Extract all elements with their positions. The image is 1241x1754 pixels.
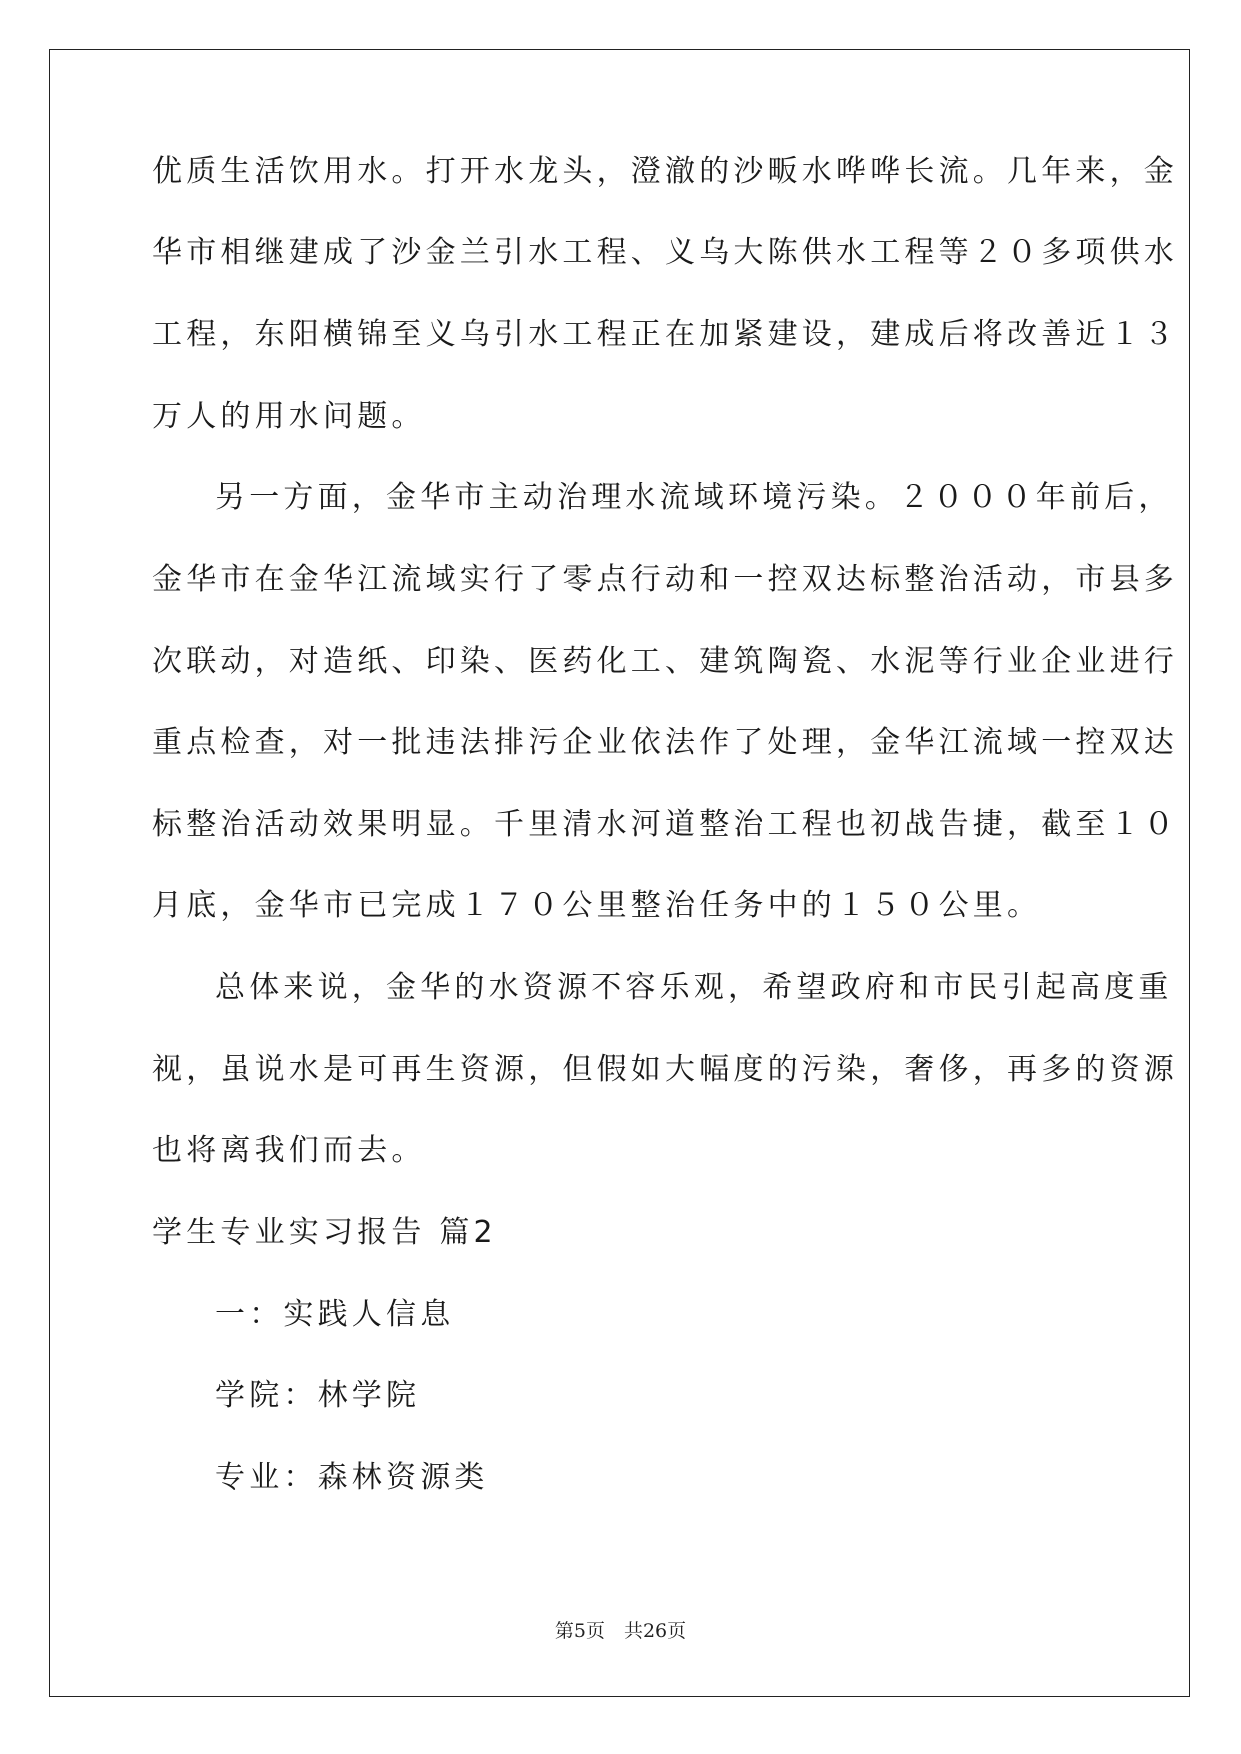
paragraph-line: 另一方面，金华市主动治理水流域环境污染。２０００年前后， [215, 480, 1173, 515]
paragraph-line: 优质生活饮用水。打开水龙头，澄澈的沙畈水哗哗长流。几年来，金 [152, 154, 1178, 189]
paragraph-line: 也将离我们而去。 [152, 1133, 426, 1168]
section-heading: 学生专业实习报告 篇2 [152, 1215, 497, 1250]
paragraph-line: 万人的用水问题。 [152, 399, 426, 434]
paragraph-line: 次联动，对造纸、印染、医药化工、建筑陶瓷、水泥等行业企业进行 [152, 644, 1178, 679]
paragraph-line: 华市相继建成了沙金兰引水工程、义乌大陈供水工程等２０多项供水 [152, 235, 1178, 270]
paragraph-line: 专业：森林资源类 [215, 1460, 489, 1495]
page-border [49, 49, 1190, 1697]
page-number: 第5页 共26页 [554, 1620, 687, 1642]
paragraph-line: 视，虽说水是可再生资源，但假如大幅度的污染，奢侈，再多的资源 [152, 1052, 1178, 1087]
paragraph-line: 金华市在金华江流域实行了零点行动和一控双达标整治活动，市县多 [152, 562, 1178, 597]
paragraph-line: 标整治活动效果明显。千里清水河道整治工程也初战告捷，截至１０ [152, 807, 1178, 842]
paragraph-line: 总体来说，金华的水资源不容乐观，希望政府和市民引起高度重 [215, 970, 1173, 1005]
paragraph-line: 重点检查，对一批违法排污企业依法作了处理，金华江流域一控双达 [152, 725, 1178, 760]
paragraph-line: 学院：林学院 [215, 1378, 421, 1413]
paragraph-line: 工程，东阳横锦至义乌引水工程正在加紧建设，建成后将改善近１３ [152, 317, 1178, 352]
paragraph-line: 月底，金华市已完成１７０公里整治任务中的１５０公里。 [152, 888, 1042, 923]
paragraph-line: 一：实践人信息 [215, 1297, 455, 1332]
